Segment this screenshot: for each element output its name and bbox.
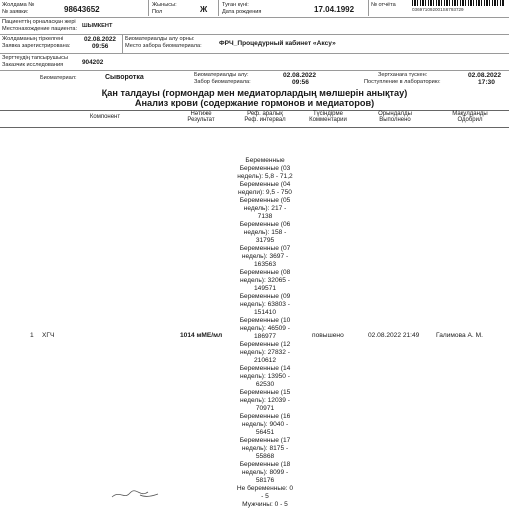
sampling-label-ru: Забор биоматериала: [194, 79, 251, 85]
collection-place-label-ru: Место забора биоматериала: [125, 43, 202, 49]
collection-place-label-kz: Биоматериалды алу орны: [125, 36, 195, 42]
location-value: ШЫМКЕНТ [82, 23, 113, 29]
row-reference-interval: Беременные Беременные (03 недель): 5,8 - 71,2 Беременные (04 недели): 9,5 - 750 Беременные (05 недель): 217 - 7138 Беременные (06 недель): 158 - 31795 Беременные (07 недель): 3697 - 163563 Беременные (08 недель): 32065 - 149571 Беременные (09 недель): 63803 - 151410 Беременные (10 недель): 46509 - 186977 Беременные (12 недель): 27832 - 210612 Беременные (14 недель): 13950 - 62530 Беременные (15 недель): 12039 - 70971 Беременные (16 недель): 9040 - 56451 Беременные (17 недель): 8175 - 55868 Беременные (18 недель): 8099 - 58176 Не беременные: 0 - 5 Мужчины: 0 - 5 [236, 157, 294, 508]
col-comment-kz: Түсіндірме [313, 111, 343, 117]
col-ref-ru: Реф. интервал [244, 117, 286, 123]
title-kz: Қан талдауы (гормондар мен медиаторлардың мөлшерін анықтау) [101, 88, 408, 98]
registered-time: 09:56 [92, 43, 109, 50]
col-result-kz: Нәтиже [190, 111, 212, 117]
sampling-label-kz: Биоматериалды алу: [194, 72, 249, 78]
customer-value: 904202 [82, 59, 104, 66]
col-result-ru: Результат [187, 117, 215, 123]
row-comment: повышено [312, 332, 344, 339]
dob-value: 17.04.1992 [314, 5, 355, 14]
sex-label-ru: Пол [152, 9, 163, 15]
row-result: 1014 мМЕ/мл [180, 332, 223, 339]
order-number: 98643652 [64, 5, 100, 14]
col-ref-kz: Реф. аралық [247, 111, 283, 117]
order-label-ru: № заявки: [2, 9, 29, 15]
col-approved-kz: Мақұлданды [452, 111, 488, 117]
sex-label-kz: Жынысы: [152, 2, 177, 8]
sex-value: Ж [200, 5, 208, 14]
collection-place-value: ФРЧ_Процедурный кабинет «Аксу» [219, 40, 336, 47]
row-approved: Галимова А. М. [436, 332, 483, 339]
location-label-ru: Местонахождение пациента: [2, 26, 78, 32]
row-component: ХГЧ [42, 332, 55, 339]
col-done-ru: Выполнено [379, 117, 411, 123]
row-number: 1 [30, 332, 34, 339]
location-label-kz: Пациенттің орналасқан жері [2, 19, 76, 25]
barcode-number: 036971092001S6793729 [412, 7, 464, 12]
lab-date: 02.08.2022 [468, 72, 502, 79]
lab-time: 17:30 [478, 79, 495, 86]
order-label-kz: Жолдама № [2, 2, 35, 8]
lab-label-kz: Зертханаға түскен: [378, 72, 428, 78]
col-component: Компонент [89, 114, 121, 120]
registered-label-kz: Жолдаманың тіркелгені [2, 36, 64, 42]
col-done-kz: Орындалды [378, 111, 412, 117]
title-ru: Анализ крови (содержание гормонов и медиаторов) [134, 98, 375, 108]
sampling-date: 02.08.2022 [283, 72, 317, 79]
dob-label-kz: Туған күні: [222, 2, 249, 8]
barcode [412, 0, 505, 6]
biomaterial-value: Сыворотка [105, 74, 144, 81]
lab-label-ru: Поступление в лабораторию: [364, 79, 441, 85]
customer-label-ru: Заказчик исследования [2, 62, 64, 68]
registered-date: 02.08.2022 [84, 36, 116, 43]
report-no-label: № отчёта [371, 2, 396, 8]
customer-label-kz: Зерттеудің тапсырушысы [2, 55, 68, 61]
col-comment-ru: Комментарии [309, 117, 347, 123]
row-done: 02.08.2022 21:49 [368, 332, 420, 339]
signature [110, 488, 170, 500]
sampling-time: 09:56 [292, 79, 309, 86]
col-approved-ru: Одобрил [457, 117, 483, 123]
registered-label-ru: Заявка зарегистрирована: [2, 43, 71, 49]
biomaterial-label: Биоматериал: [40, 75, 77, 81]
dob-label-ru: Дата рождения [222, 9, 262, 15]
